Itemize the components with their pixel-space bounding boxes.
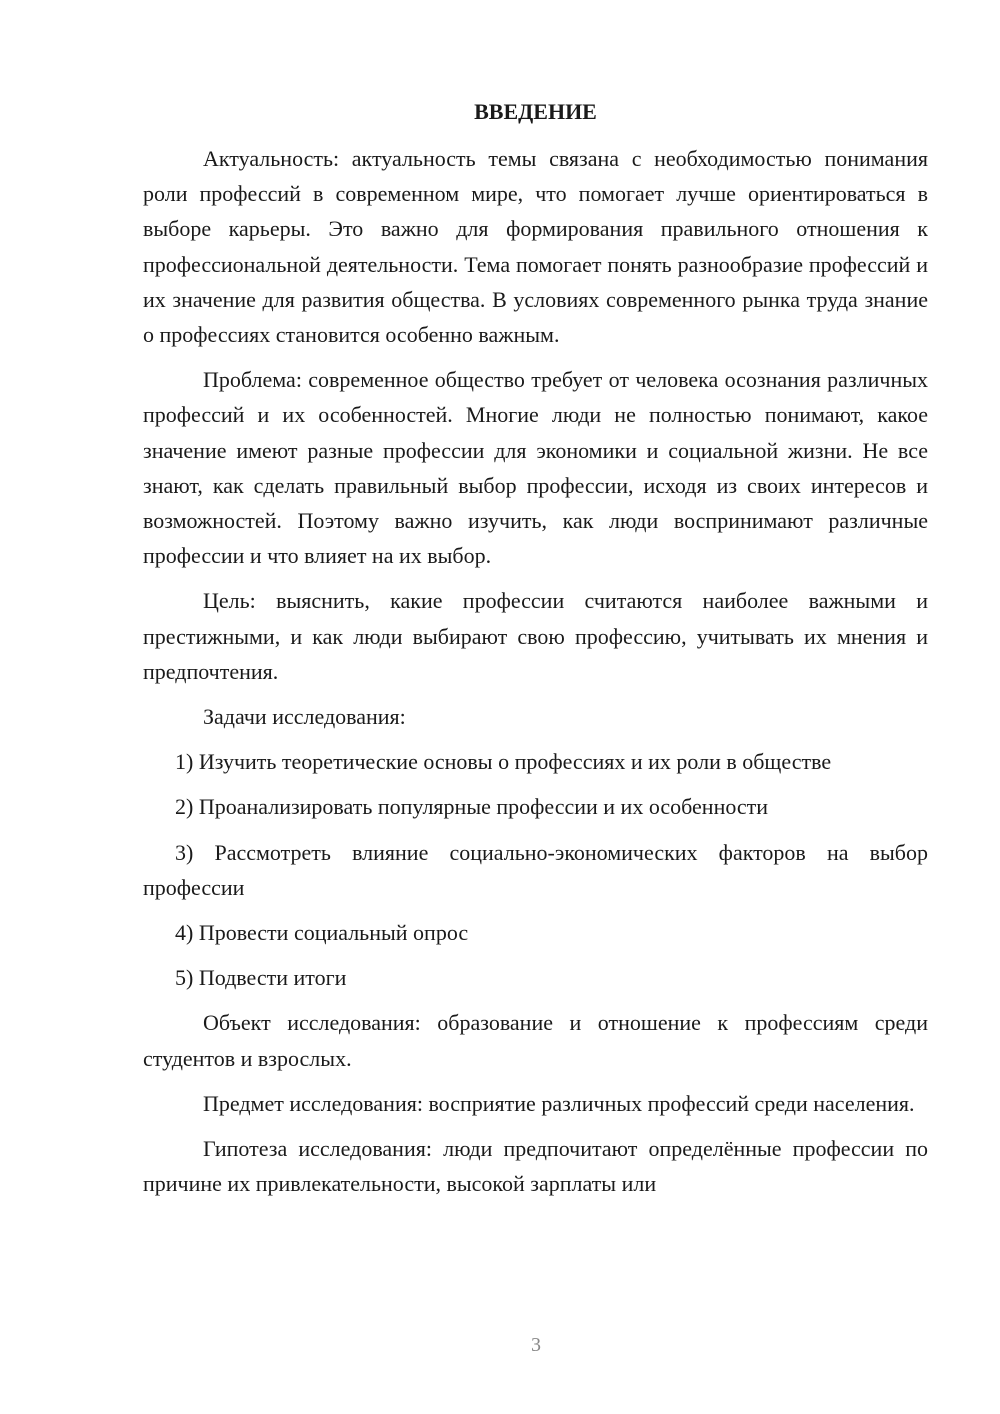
document-page (143, 94, 928, 1211)
task-item: 5) Подвести итоги (175, 965, 347, 991)
hypothesis-paragraph: Гипотеза исследования: люди предпочитают определённые профессии по причине их привлекательности, высокой зарплаты или (143, 1136, 928, 1197)
relevance-paragraph: Актуальность: актуальность темы связана с необходимостью понимания роли профессий в современном мире, что помогает лучше ориентироваться в выборе карьеры. Это важно для формирования правильного отношения к профессиональной деятельности. Тема помогает понять разнообразие профессий и их значение для развития общества. В условиях современного рынка труда знание о профессиях становится особенно важным. (143, 146, 928, 348)
page-number: 3 (531, 1334, 541, 1356)
tasks-heading: Задачи исследования: (203, 704, 406, 730)
goal-paragraph: Цель: выяснить, какие профессии считаются наиболее важными и престижными, и как люди выбирают свою профессию, учитывать их мнения и предпочтения. (143, 588, 928, 684)
task-item: 3) Рассмотреть влияние социально-экономических факторов на выбор профессии (143, 839, 928, 900)
task-item: 1) Изучить теоретические основы о профессиях и их роли в обществе (175, 749, 832, 775)
object-paragraph: Объект исследования: образование и отношение к профессиям среди студентов и взрослых. (143, 1010, 928, 1071)
page-title: ВВЕДЕНИЕ (474, 99, 597, 124)
problem-paragraph: Проблема: современное общество требует от человека осознания различных профессий и их особенностей. Многие люди не полностью понимают, какое значение имеют разные профессии для экономики и социальной жизни. Не все знают, как сделать правильный выбор профессии, исходя из своих интересов и возможностей. Поэтому важно изучить, как люди воспринимают различные профессии и что влияет на их выбор. (143, 367, 928, 569)
task-item: 4) Провести социальный опрос (175, 920, 469, 946)
task-item: 2) Проанализировать популярные профессии и их особенности (175, 794, 769, 820)
subject-paragraph: Предмет исследования: восприятие различных профессий среди населения. (203, 1090, 915, 1116)
